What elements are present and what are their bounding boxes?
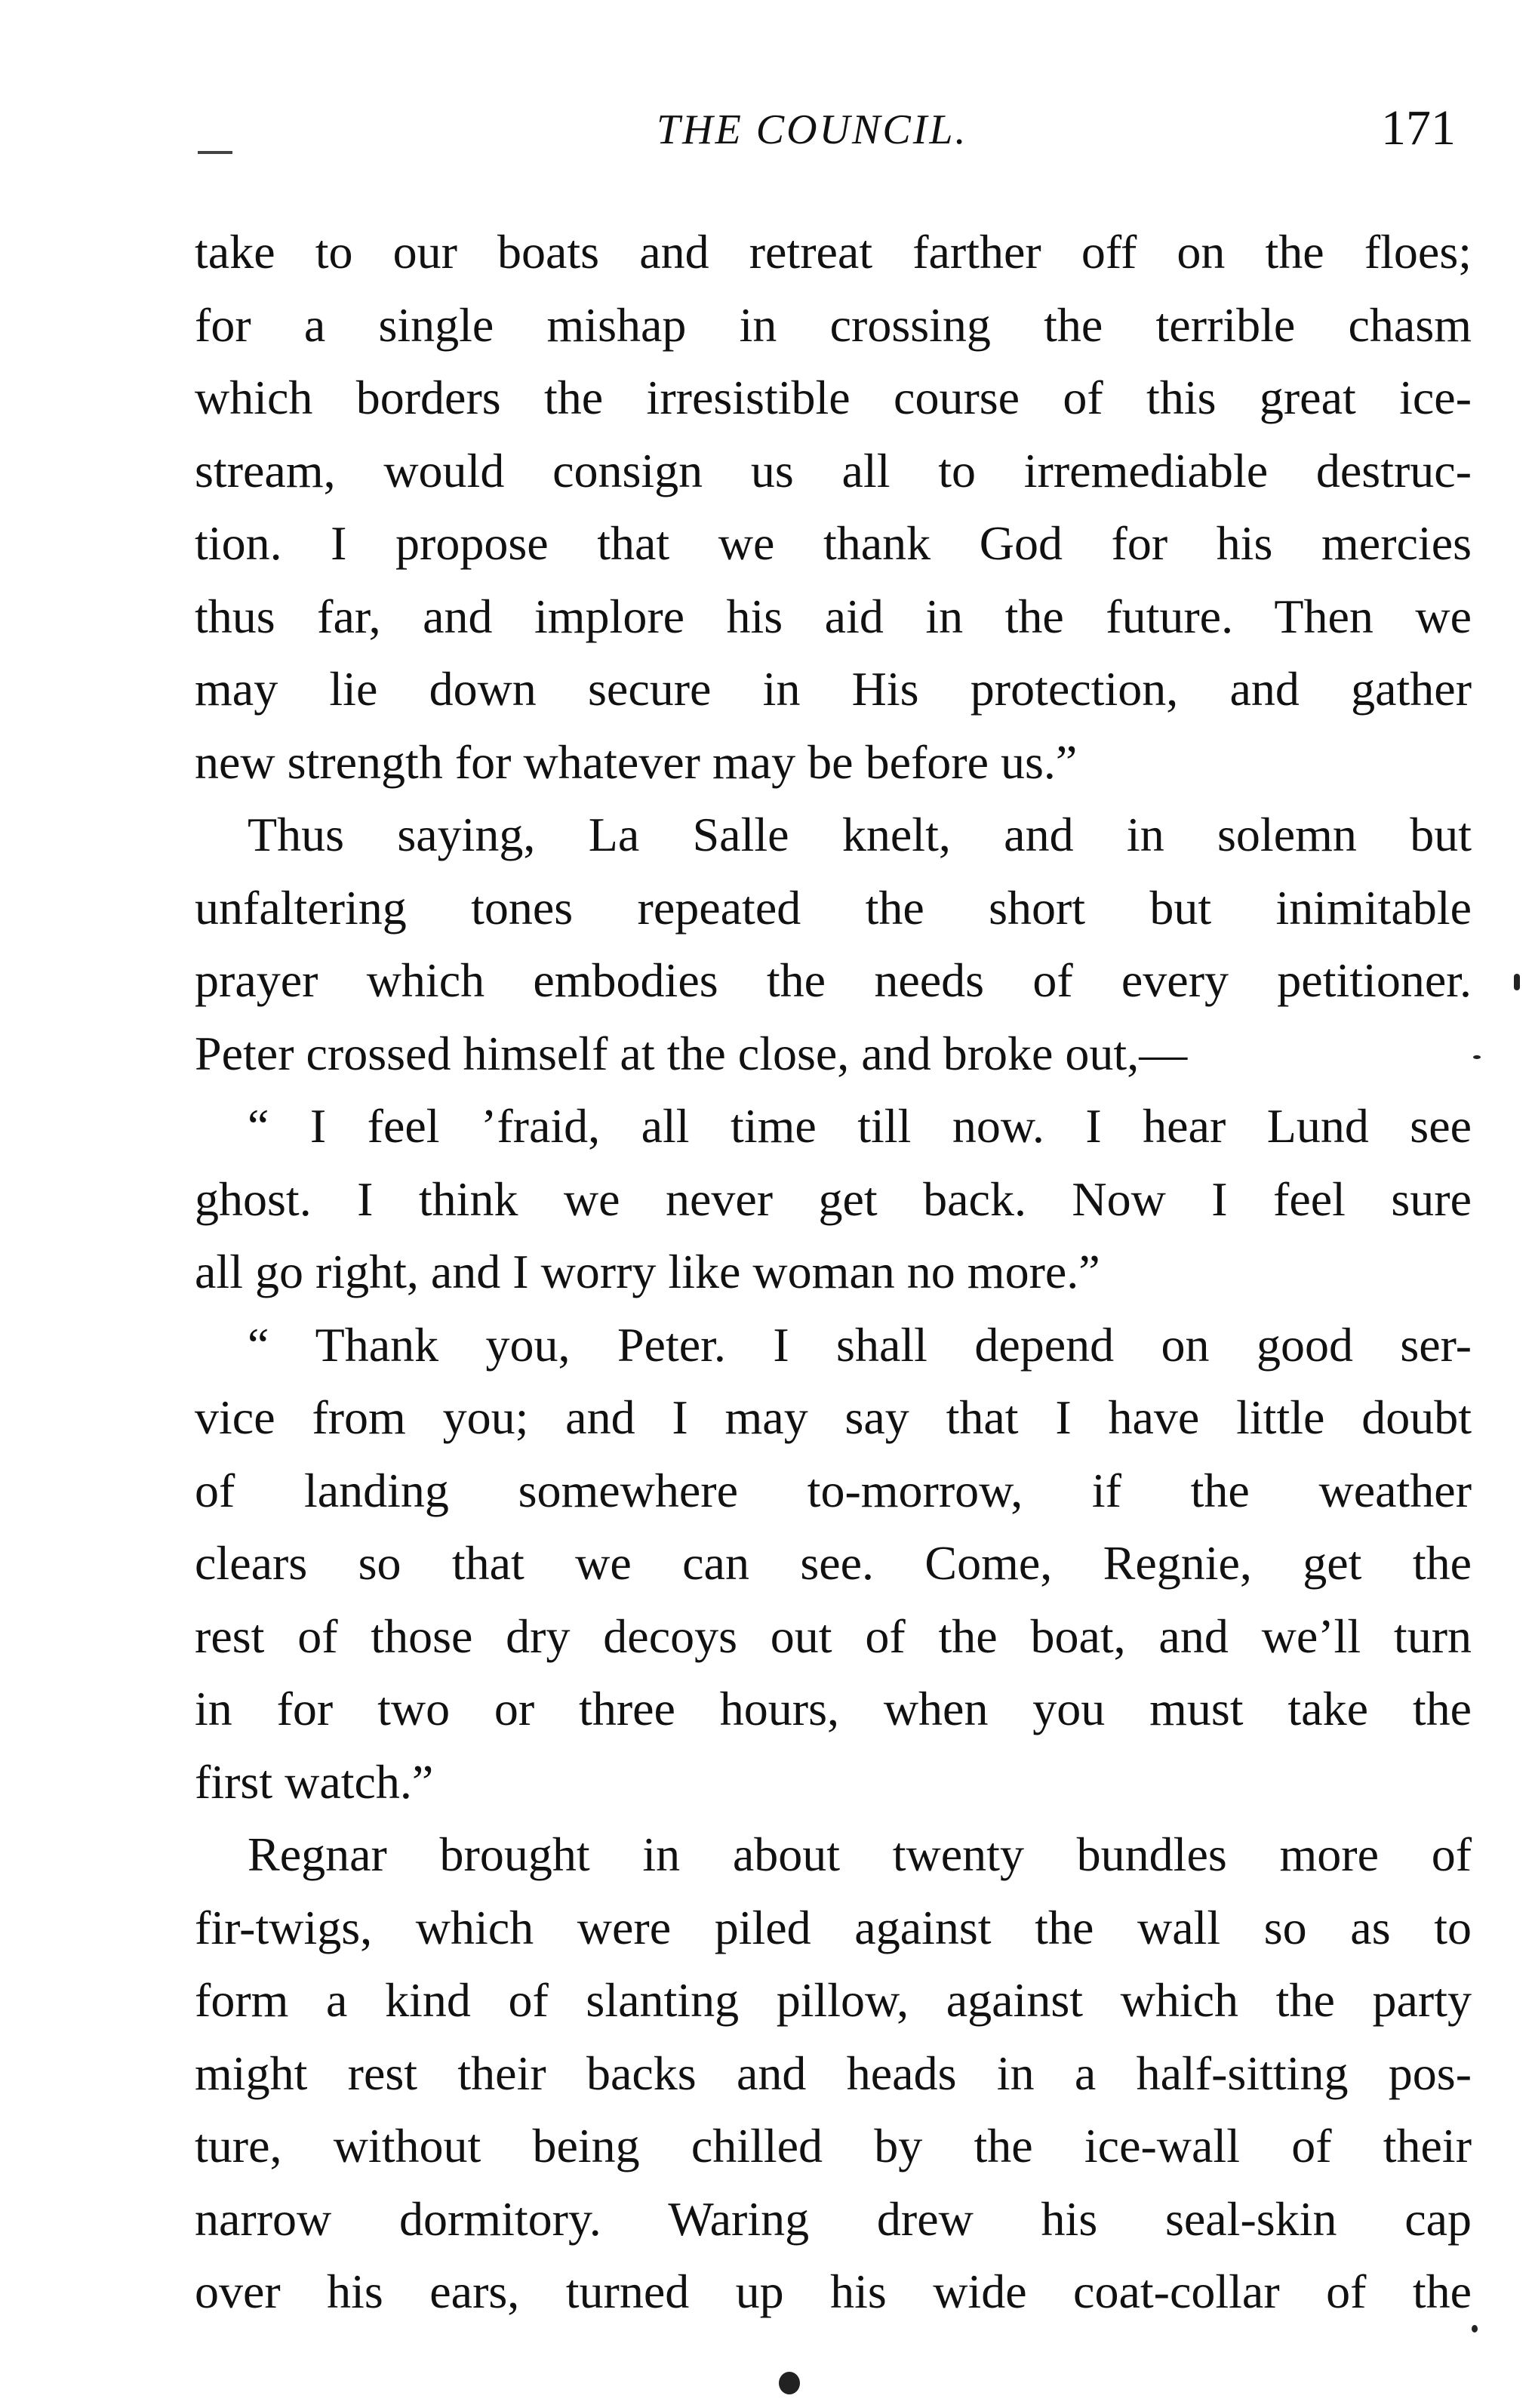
text-line: Peter crossed himself at the close, and broke out,—: [195, 1026, 1188, 1080]
text-line: thus far, and implore his aid in the future. Then we: [195, 589, 1472, 643]
text-line: “ Thank you, Peter. I shall depend on good ser-: [248, 1317, 1472, 1372]
text-line: new strength for whatever may be before us.”: [195, 734, 1078, 789]
header-mark: [198, 151, 232, 154]
text-line: ghost. I think we never get back. Now I feel sure: [195, 1172, 1472, 1226]
text-line: Regnar brought in about twenty bundles more of: [248, 1828, 1472, 1881]
text-line: ture, without being chilled by the ice-wall of their: [195, 2119, 1472, 2172]
text-line: prayer which embodies the needs of every petitioner.: [195, 953, 1472, 1007]
text-line: of landing somewhere to-morrow, if the weather: [195, 1463, 1472, 1517]
chapter-title: THE COUNCIL.: [657, 106, 968, 153]
ink-spot: [1473, 1055, 1481, 1059]
text-line: vice from you; and I may say that I have little doubt: [195, 1390, 1472, 1444]
text-line: take to our boats and retreat farther off on the floes;: [195, 225, 1472, 279]
text-line: narrow dormitory. Waring drew his seal-skin cap: [195, 2191, 1472, 2246]
text-line: for a single mishap in crossing the terrible chasm: [195, 297, 1472, 352]
text-line: fir-twigs, which were piled against the wall so as to: [195, 1900, 1472, 1954]
text-line: “ I feel ’fraid, all time till now. I hear Lund see: [248, 1099, 1472, 1153]
text-line: may lie down secure in His protection, and gather: [195, 662, 1472, 716]
text-line: which borders the irresistible course of this great ice-: [195, 371, 1472, 424]
text-line: first watch.”: [195, 1754, 434, 1809]
text-line: might rest their backs and heads in a half-sitting pos-: [195, 2046, 1472, 2100]
text-line: unfaltering tones repeated the short but inimitable: [195, 880, 1472, 935]
text-line: Thus saying, La Salle knelt, and in solemn but: [248, 808, 1472, 861]
ink-spot: [1514, 974, 1520, 990]
body-text: [195, 216, 1472, 2329]
text-line: clears so that we can see. Come, Regnie, get the: [195, 1536, 1472, 1590]
ink-spot: [779, 2372, 800, 2394]
text-line: stream, would consign us all to irremediable destruc-: [195, 443, 1472, 497]
text-line: all go right, and I worry like woman no more.”: [195, 1245, 1100, 1298]
text-line: form a kind of slanting pillow, against which the party: [195, 1973, 1472, 2027]
text-line: tion. I propose that we thank God for his mercies: [195, 516, 1472, 570]
text-line: in for two or three hours, when you must take the: [195, 1682, 1472, 1735]
page-number: 171: [1381, 100, 1456, 156]
ink-spot: [1472, 2325, 1478, 2333]
text-line: rest of those dry decoys out of the boat, and we’ll turn: [195, 1609, 1472, 1663]
running-head: [0, 100, 1535, 174]
text-line: over his ears, turned up his wide coat-collar of the: [195, 2265, 1472, 2318]
